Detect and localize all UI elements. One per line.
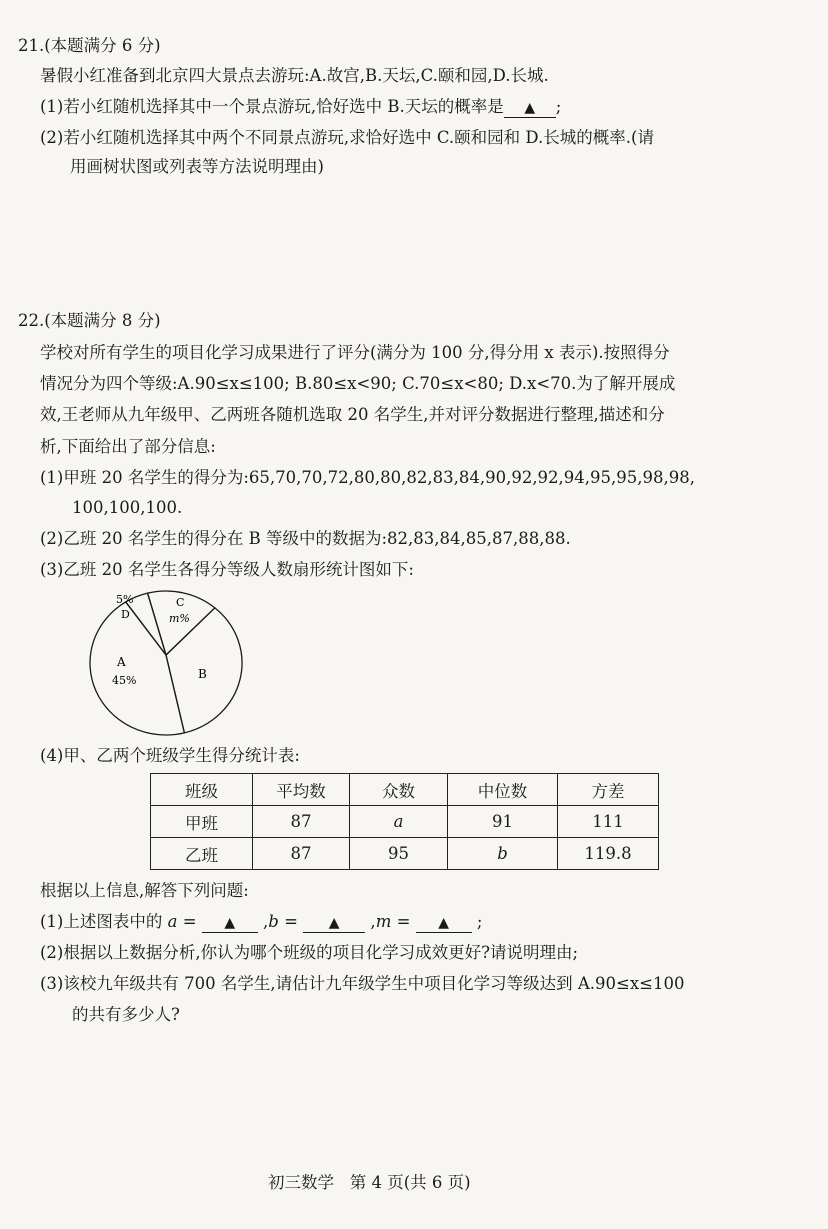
q21-part1-text: (1)若小红随机选择其中一个景点游玩,恰好选中 B.天坛的概率是	[40, 97, 504, 116]
q22-intro-line: 学校对所有学生的项目化学习成果进行了评分(满分为 100 分,得分用 x 表示).按照得分	[40, 343, 670, 362]
table-cell: 甲班	[151, 806, 253, 838]
pie-label-d-name: D	[121, 608, 130, 621]
table-cell: 87	[253, 838, 350, 870]
table-cell: 乙班	[151, 838, 253, 870]
q22-info1-line1: (1)甲班 20 名学生的得分为:65,70,70,72,80,80,82,83,84,90,92,92,94,95,95,98,98,	[40, 468, 696, 487]
table-cell: 91	[448, 806, 558, 838]
q22-q3-line2: 的共有多少人?	[72, 1005, 180, 1024]
table-cell: 87	[253, 806, 350, 838]
triangle-icon: ▲	[438, 915, 450, 931]
var-m: m	[375, 912, 392, 931]
table-header-row	[151, 774, 659, 806]
table-cell: 95	[350, 838, 448, 870]
q21-part1-end: ;	[555, 97, 562, 116]
triangle-icon: ▲	[224, 915, 236, 931]
pie-label-a-pct: 45%	[112, 674, 137, 687]
pie-chart	[86, 586, 256, 740]
answer-blank-b	[303, 913, 365, 933]
q22-info2: (2)乙班 20 名学生的得分在 B 等级中的数据为:82,83,84,85,87,88,88.	[40, 529, 571, 548]
pie-label-c-pct: m%	[169, 612, 190, 625]
q22-info3: (3)乙班 20 名学生各得分等级人数扇形统计图如下:	[40, 560, 414, 579]
q22-q1: (1)上述图表中的 a = ▲ ,b = ▲ ,m = ▲ ;	[40, 912, 483, 931]
table-cell: a	[350, 806, 448, 838]
q21-title: 21.(本题满分 6 分)	[18, 36, 161, 55]
q22-intro-line: 效,王老师从九年级甲、乙两班各随机选取 20 名学生,并对评分数据进行整理,描述和分	[40, 405, 665, 424]
table-row	[151, 838, 659, 870]
table-header-cell: 中位数	[448, 774, 558, 806]
stats-table	[150, 773, 659, 870]
q22-info1-line2: 100,100,100.	[72, 498, 183, 517]
q22-q1-prefix: (1)上述图表中的	[40, 912, 163, 931]
table-header-cell: 方差	[558, 774, 659, 806]
table-header-cell: 班级	[151, 774, 253, 806]
answer-blank	[504, 98, 556, 118]
var-a: a	[167, 912, 178, 931]
q22-questions-intro: 根据以上信息,解答下列问题:	[40, 881, 249, 900]
table-header-cell: 众数	[350, 774, 448, 806]
table-cell: b	[448, 838, 558, 870]
q22-info4: (4)甲、乙两个班级学生得分统计表:	[40, 746, 300, 765]
pie-slices	[90, 591, 242, 735]
page-footer: 初三数学 第 4 页(共 6 页)	[268, 1173, 471, 1192]
pie-label-b-name: B	[198, 667, 207, 681]
table-row	[151, 806, 659, 838]
pie-label-a-name: A	[117, 655, 126, 669]
answer-blank-m	[416, 913, 472, 933]
triangle-icon: ▲	[328, 915, 340, 931]
q21-intro: 暑假小红准备到北京四大景点去游玩:A.故宫,B.天坛,C.颐和园,D.长城.	[40, 66, 549, 85]
q21-part2-line1: (2)若小红随机选择其中两个不同景点游玩,求恰好选中 C.颐和园和 D.长城的概率.(请	[40, 128, 654, 147]
pie-label-d-pct: 5%	[116, 593, 134, 606]
q22-title: 22.(本题满分 8 分)	[18, 311, 161, 330]
triangle-icon: ▲	[524, 100, 536, 116]
pie-label-c-name: C	[176, 596, 185, 609]
table-cell: 111	[558, 806, 659, 838]
q21-part2-line2: 用画树状图或列表等方法说明理由)	[70, 157, 324, 176]
answer-blank-a	[202, 913, 258, 933]
table-header-cell: 平均数	[253, 774, 350, 806]
q21-part1	[40, 96, 561, 118]
q22-intro-line: 情况分为四个等级:A.90≤x≤100; B.80≤x<90; C.70≤x<80; D.x<70.为了解开展成	[40, 374, 676, 393]
q22-q2: (2)根据以上数据分析,你认为哪个班级的项目化学习成效更好?请说明理由;	[40, 943, 579, 962]
q22-intro-line: 析,下面给出了部分信息:	[40, 437, 216, 456]
table-cell: 119.8	[558, 838, 659, 870]
q22-q3-line1: (3)该校九年级共有 700 名学生,请估计九年级学生中项目化学习等级达到 A.90≤x≤100	[40, 974, 685, 993]
var-b: b	[268, 912, 279, 931]
